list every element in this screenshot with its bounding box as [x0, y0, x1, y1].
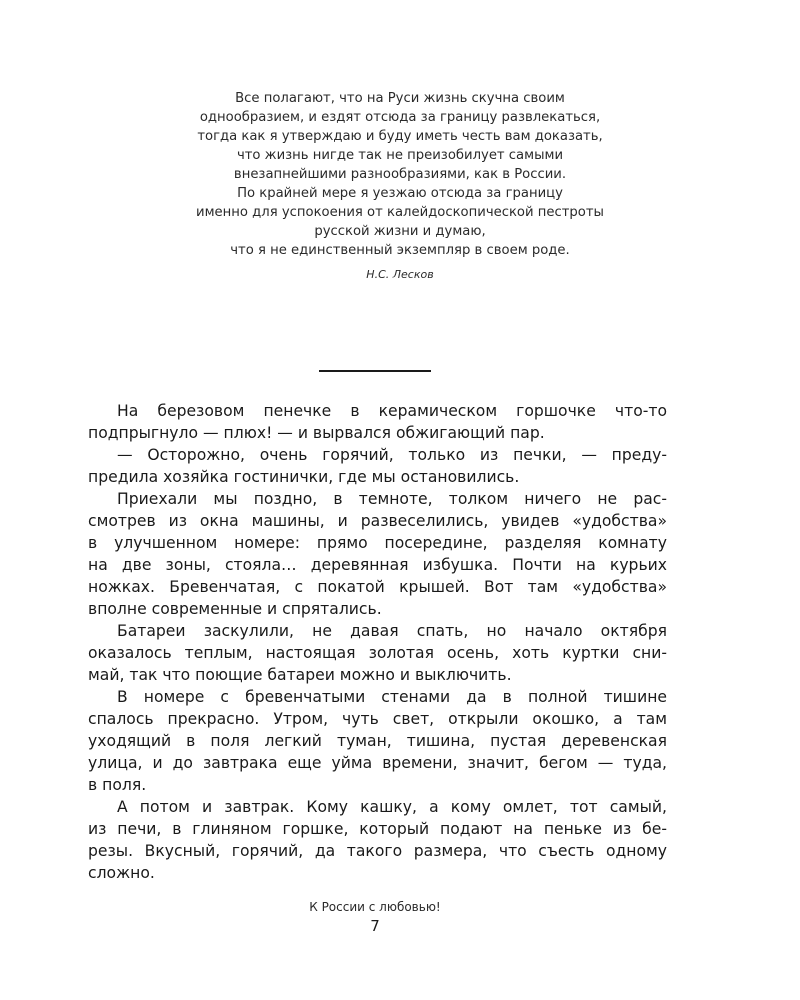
epigraph-line: По крайней мере я уезжаю отсюда за границу	[237, 186, 563, 201]
text-line: На березовом пенечке в керамическом горшочке что-то	[117, 402, 667, 420]
text-line: подпрыгнуло — плюх! — и вырвался обжигающий пар.	[88, 424, 545, 442]
epigraph	[120, 89, 680, 282]
text-line: из печи, в глиняном горшке, который подают на пеньке из бе-	[88, 820, 667, 838]
text-line: сложно.	[88, 864, 155, 882]
epigraph-author: Н.С. Лесков	[366, 268, 434, 281]
section-divider	[319, 370, 431, 372]
text-line: предила хозяйка гостинички, где мы остановились.	[88, 468, 520, 486]
text-line: в улучшенном номере: прямо посередине, разделяя комнату	[88, 534, 667, 552]
text-line: вполне современные и спрятались.	[88, 600, 382, 618]
text-line: А потом и завтрак. Кому кашку, а кому омлет, тот самый,	[117, 798, 667, 816]
text-line: — Осторожно, очень горячий, только из печки, — преду-	[117, 446, 667, 464]
body-text	[88, 400, 667, 884]
text-line: оказалось теплым, настоящая золотая осень, хоть куртки сни-	[88, 644, 667, 662]
text-line: Приехали мы поздно, в темноте, толком ничего не рас-	[117, 490, 667, 508]
running-title: К России с любовью!	[309, 900, 441, 914]
epigraph-line: что жизнь нигде так не преизобилует самыми	[236, 148, 564, 163]
text-line: спалось прекрасно. Утром, чуть свет, открыли окошко, а там	[88, 710, 667, 728]
text-line: резы. Вкусный, горячий, да такого размера, что съесть одному	[88, 842, 667, 860]
text-line: смотрев из окна машины, и развеселились, увидев «удобства»	[88, 512, 667, 530]
text-line: уходящий в поля легкий туман, тишина, пустая деревенская	[88, 732, 667, 750]
epigraph-line: русской жизни и думаю,	[314, 224, 486, 239]
epigraph-line: именно для успокоения от калейдоскопической пестроты	[196, 205, 604, 220]
epigraph-line: Все полагают, что на Руси жизнь скучна своим	[235, 91, 565, 106]
text-line: Батареи заскулили, не давая спать, но начало октября	[117, 622, 667, 640]
text-line: В номере с бревенчатыми стенами да в полной тишине	[117, 688, 667, 706]
epigraph-line: однообразием, и ездят отсюда за границу развлекаться,	[199, 110, 601, 125]
epigraph-line: тогда как я утверждаю и буду иметь честь вам доказать,	[197, 129, 603, 144]
epigraph-line: что я не единственный экземпляр в своем роде.	[230, 243, 570, 258]
page-number: 7	[370, 917, 380, 935]
text-line: улица, и до завтрака еще уйма времени, значит, бегом — туда,	[88, 754, 667, 772]
text-line: на две зоны, стояла… деревянная избушка. Почти на курьих	[88, 556, 667, 574]
text-line: ножках. Бревенчатая, с покатой крышей. Вот там «удобства»	[88, 578, 667, 596]
text-line: в поля.	[88, 776, 147, 794]
epigraph-line: внезапнейшими разнообразиями, как в России.	[233, 167, 567, 182]
text-line: май, так что поющие батареи можно и выключить.	[88, 666, 512, 684]
